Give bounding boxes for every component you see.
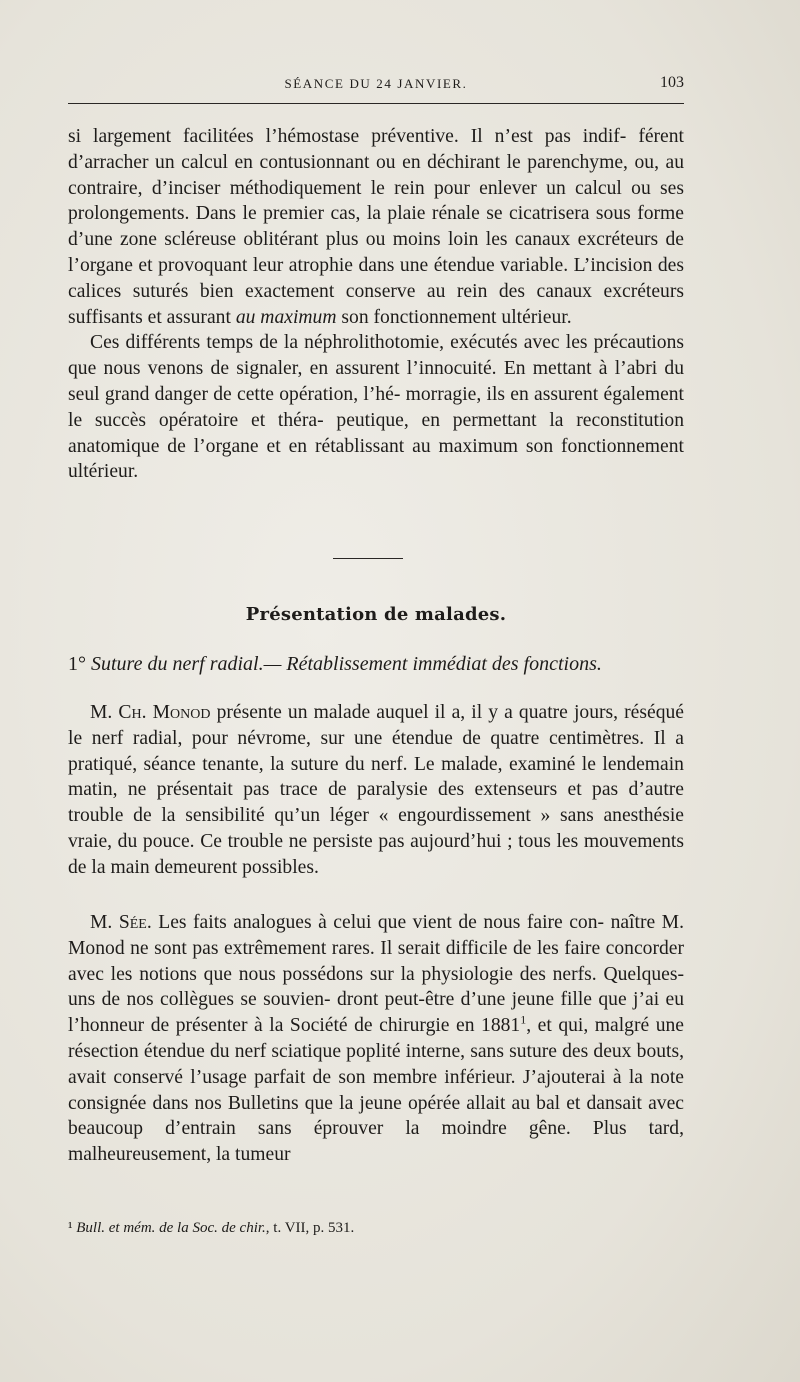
text-line: réséqué le nerf radial, pour névrome, sur une étendue de quatre [68,702,684,749]
text-line: centimètres. Il a pratiqué, séance tenante, la suture du nerf. Le [68,727,684,775]
footnote-reference-text: , t. VII, p. 531. [265,1220,355,1236]
text-line: morragie, ils en assurent également le succès opératoire et théra- [68,383,685,431]
text-line: pour enlever un calcul ou ses prolongements. Dans le premier [68,177,685,225]
footnote [68,1218,684,1238]
text-line: étendue du nerf sciatique poplité interne, sans suture des deux [143,1040,632,1062]
text-line: excréteurs suffisants et assurant [68,280,684,328]
body-text-top [68,124,684,485]
text-line: parenchyme, ou, au contraire, d’inciser méthodiquement le rein [68,151,685,199]
text-line: paralysie des extenseurs et pas d’autre trouble de la sensibilité [68,779,684,827]
running-head: SÉANCE DU 24 JANVIER. [284,76,468,91]
text-line: malade, examiné le lendemain matin, ne présentait pas trace de [68,753,684,801]
speaker-name: Sée [118,912,147,933]
text-line: cas, la plaie rénale se cicatrisera sous forme d’une zone scléreuse [68,203,684,251]
text-line: peutique, en permettant la reconstitution anatomique de l’organe [68,409,684,457]
speaker-prefix: M. [90,702,119,723]
text-line: physiologie des nerfs. Quelques-uns de nos collègues se souvien- [68,963,685,1011]
subheading-title: Suture du nerf radial.— Rétablissement immédiat des fonctions. [91,653,602,675]
subheading [68,653,684,676]
speaker-name: Ch. Monod [118,702,211,723]
footnote-marker: ¹ [68,1220,73,1236]
text-line: présente un malade auquel il a, il y a quatre jours, [216,702,619,723]
text-line: bouts, avait conservé l’usage parfait de son membre inférieur. [68,1040,684,1088]
text-line: dront peut-être d’une jeune fille que j’ai eu l’honneur de présenter [68,989,685,1037]
text-line: et en rétablissant au maximum son fonctionnement ultérieur. [68,435,684,483]
text-line: oblitérant plus ou moins loin les canaux excréteurs de l’organe et [68,229,685,276]
body-text-monod [68,700,684,881]
text-line: . Les faits analogues à celui que vient de nous faire con- [146,912,605,933]
header-rule [68,103,684,104]
paragraph-3 [68,700,684,881]
text-line: de les faire concorder avec les notions que nous possédons sur la [68,937,684,985]
subheading-number: 1° [68,653,86,675]
text-line: férent d’arracher un calcul en contusionnant ou en déchirant le [68,126,684,173]
text-line: précautions que nous venons de signaler, en assurent l’innocuité. [68,332,684,380]
text-line: main demeurent possibles. [110,856,319,878]
text-line: qu’un léger « engourdissement » sans anesthésie vraie, du pouce. [68,805,684,852]
text-line: opérée allait au bal et dansait avec beaucoup d’entrain sans [68,1092,684,1140]
text-line: J’ajouterai à la note consignée dans nos Bulletins que la jeune [68,1066,684,1114]
paragraph-1 [68,124,684,330]
text-line: si largement facilitées l’hémostase préventive. Il n’est pas indif- [68,126,627,147]
text-line: ultérieur. [501,306,572,328]
page-number: 103 [660,74,684,91]
paragraph-4 [68,910,684,1168]
section-heading: Présentation de malades. [245,604,507,625]
speaker-prefix: M. [90,912,119,933]
footnote-source: Bull. et mém. de la Soc. de chir. [76,1220,266,1236]
paragraph-2 [68,330,684,485]
text-line: Ce trouble ne persiste pas aujourd’hui ; tous les mouvements de la [68,830,684,878]
text-line: éprouver la moindre gêne. Plus tard, malheureusement, la tumeur [68,1118,684,1166]
text-line: En mettant à l’abri du seul grand danger de cette opération, l’hé- [68,358,684,405]
body-text-see [68,910,684,1168]
text-line: provoquant leur atrophie dans une étendue variable. L’incision des [158,254,685,276]
text-line: naître M. Monod ne sont pas extrêmement rares. Il serait difficile [68,912,684,959]
text-line: à la Société de chirurgie en 1881 [254,1015,521,1037]
section-divider [333,558,403,559]
text-line: calices suturés bien exactement conserve au rein des canaux [68,280,592,302]
text-line: , et qui, malgré une résection [68,1015,684,1062]
footnote-reference: 1 [520,1012,527,1027]
text-line: son fonctionnement [341,306,497,328]
emphasis: au maximum [235,306,337,328]
text-line: Ces différents temps de la néphrolithotomie, exécutés avec les [90,332,588,354]
page-header [68,72,684,102]
